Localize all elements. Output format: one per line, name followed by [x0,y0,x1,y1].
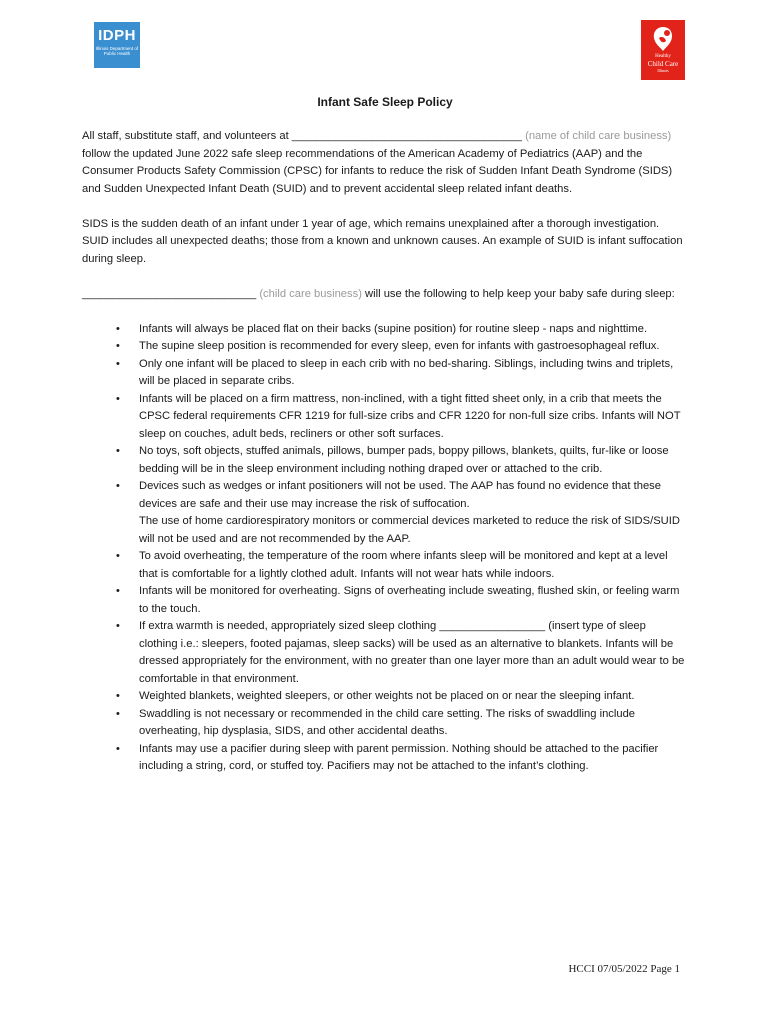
list-item [82,741,686,776]
list-item [82,706,686,741]
child-care-business-hint: (child care business) [259,287,362,300]
intro-paragraph [82,128,686,198]
commitment-rest: will use the following to help keep your baby safe during sleep: [361,287,675,300]
rule-text: Infants will always be placed flat on their backs (supine position) for routine sleep - naps and nighttime. [139,322,648,335]
idph-logo [94,22,140,68]
intro-rest: follow the updated June 2022 safe sleep recommendations of the American Academy of Pediatrics (AAP) and the Consumer Products Safety Commission (CPSC) for infants to reduce the risk of Sudden Infant Death Syndrome (SIDS) and Sudden Unexpected Infant Death (SUID) and to prevent accidental sleep related infant deaths. [82,147,673,195]
policy-body [82,128,686,776]
rule-text: Infants may use a pacifier during sleep with parent permission. Nothing should be attached to the pacifier including a string, cord, or stuffed toy. Pacifiers may not be attached to the infant’s clothing. [139,742,659,772]
rule-text: Infants will be monitored for overheating. Signs of overheating include sweating, flushed skin, or feeling warm to the touch. [139,585,680,615]
rule-text: Weighted blankets, weighted sleepers, or other weights not be placed on or near the sleeping infant. [139,690,635,702]
list-item [82,338,686,356]
logo-line-healthy: Healthy [655,54,671,59]
business-name-hint: (name of child care business) [525,130,672,142]
list-item [82,548,686,583]
list-item [82,443,686,478]
list-item [82,391,686,444]
sleep-rules-list [82,321,686,776]
list-item [82,688,686,706]
rule-text: Devices such as wedges or infant positioners will not be used. The AAP has found no evidence that these devices are safe and their use may increase the risk of suffocation. [139,480,661,510]
idph-logo-text: IDPH [98,27,136,44]
definition-paragraph: SIDS is the sudden death of an infant under 1 year of age, which remains unexplained after a thorough investigation. SUID includes all unexpected deaths; those from a known and unknown causes. An example of SUID is infant suffocation during sleep. [82,217,683,265]
rule-text: To avoid overheating, the temperature of the room where infants sleep will be monitored and kept at a level that is comfortable for a lightly clothed adult. Infants will not wear hats while indoors. [139,550,668,580]
rule-text: Only one infant will be placed to sleep in each crib with no bed-sharing. Siblings, including twins and triplets, will be placed in separate cribs. [139,357,674,387]
page-title: Infant Safe Sleep Policy [317,95,453,109]
list-item [82,356,686,391]
intro-lead: All staff, substitute staff, and volunteers at _____________________________________ [82,130,526,142]
commitment-blank: ____________________________ [82,287,260,300]
idph-logo-subtext: Illinois Department of Public Health [95,46,139,56]
list-item [82,321,686,339]
rule-text: Infants will be placed on a firm mattress, non-inclined, with a tight fitted sheet only, in a crib that meets the CPSC federal requirements CFR 1219 for full-size cribs and CFR 1220 for non-full size cribs. Infants will NOT sleep on couches, adult beds, recliners or other soft surfaces. [139,392,681,440]
page-footer: HCCI 07/05/2022 Page 1 [568,963,680,975]
list-item [82,478,686,548]
list-item [82,618,686,688]
commitment-paragraph [82,286,686,304]
logo-line-child-care: Child Care [647,60,679,68]
rule-text: No toys, soft objects, stuffed animals, pillows, bumper pads, boppy pillows, blankets, quilts, fur-like or loose bedding will be in the sleep environment including nothing draped over or attached to the crib. [139,445,669,475]
rule-text: If extra warmth is needed, appropriately sized sleep clothing _________________ (insert type of sleep clothing i.e.: sleepers, footed pajamas, sleep sacks) will be used as an alternative to blankets. Infants will be dressed appropriately for the environment, with no greater than one layer more than an adult would wear to be comfortable in that environment. [139,620,685,685]
healthy-child-care-logo [641,20,685,80]
rule-text: Swaddling is not necessary or recommended in the child care setting. The risks of swaddling include overheating, hip dysplasia, SIDS, and other accidental deaths. [139,707,636,737]
list-item [82,583,686,618]
rule-text: The supine sleep position is recommended for every sleep, even for infants with gastroesophageal reflux. [139,340,660,352]
logo-line-illinois: Illinois [657,68,669,73]
child-figure-icon [648,24,678,54]
rule-extra-text: The use of home cardiorespiratory monitors or commercial devices marketed to reduce the risk of SIDS/SUID will not be used and are not recommended by the AAP. [139,515,680,545]
